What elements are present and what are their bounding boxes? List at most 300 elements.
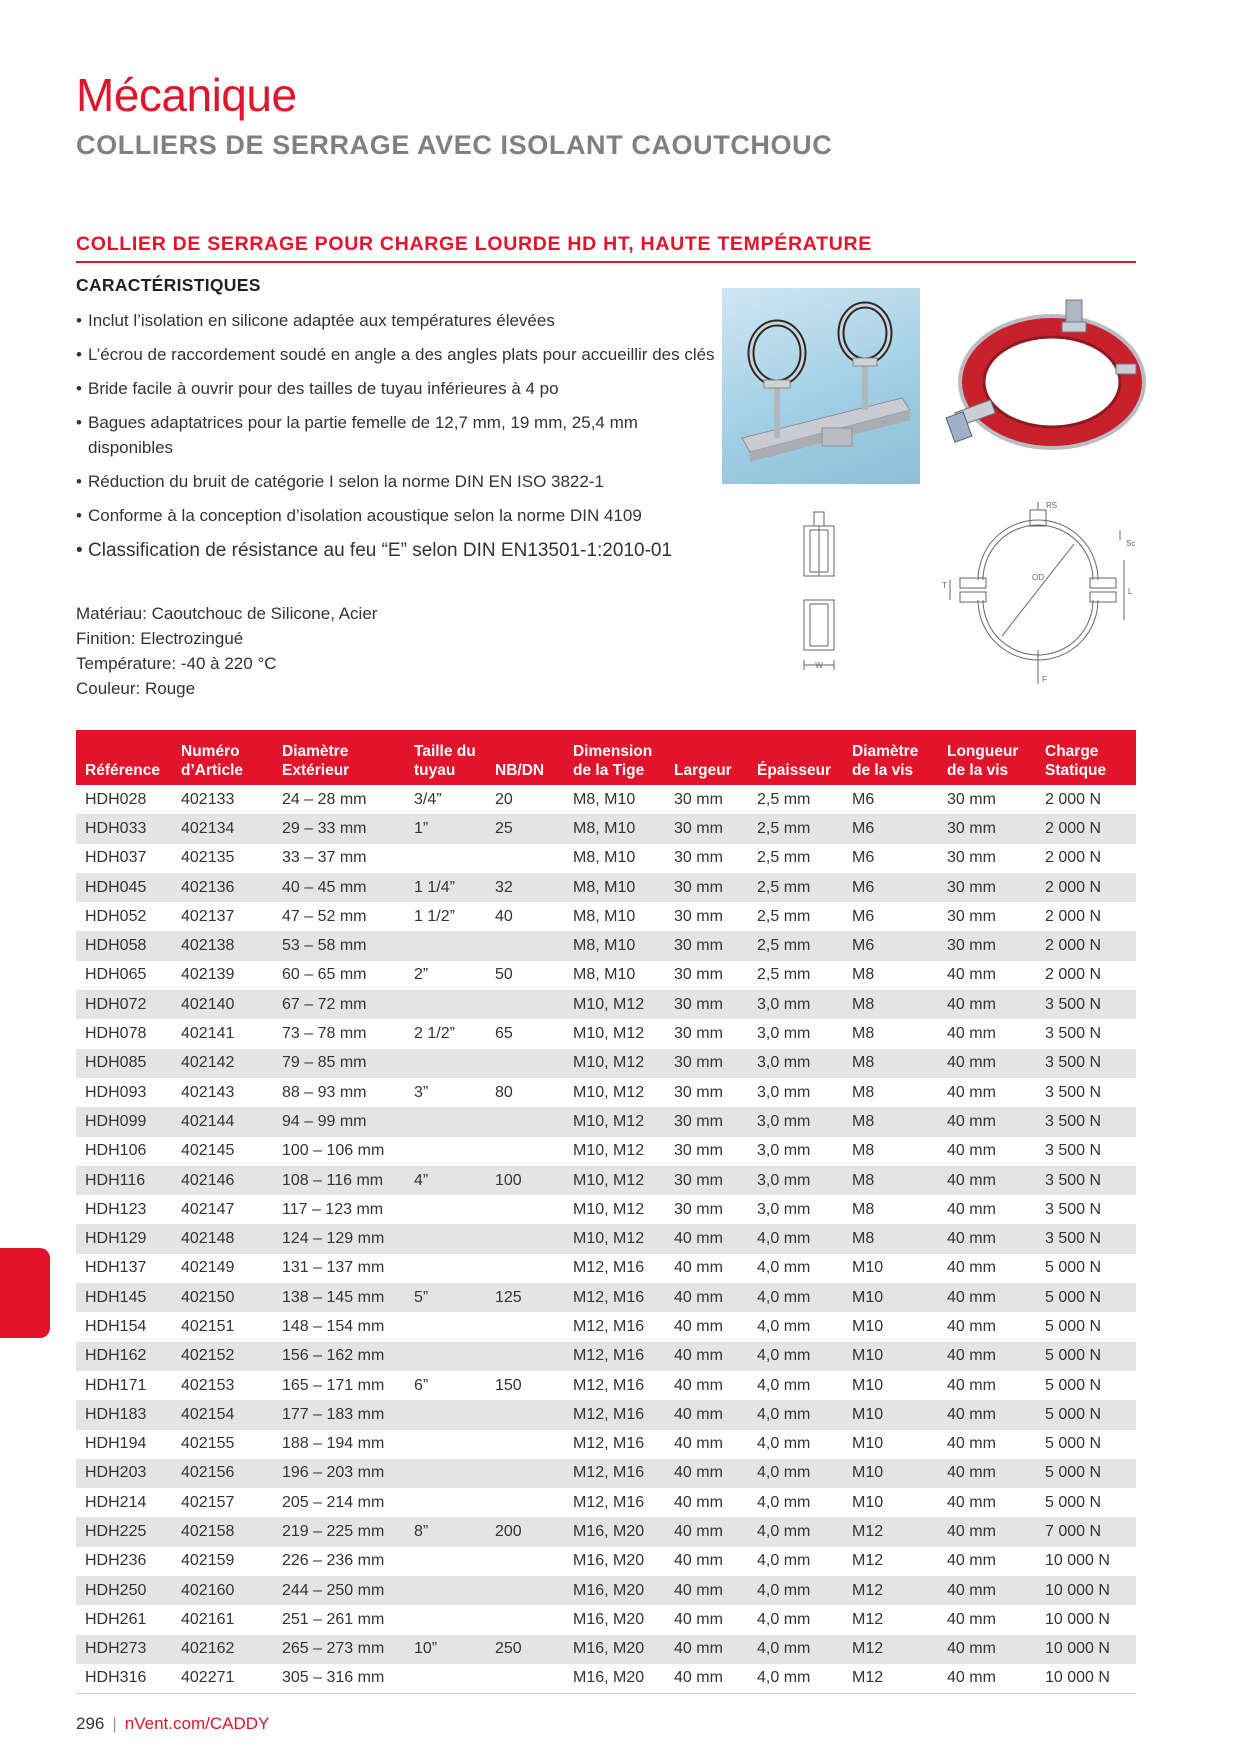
page-number: 296 bbox=[76, 1714, 105, 1733]
table-cell: 40 mm bbox=[947, 966, 996, 984]
table-cell: M12, M16 bbox=[573, 1435, 645, 1453]
table-cell: 2 000 N bbox=[1036, 873, 1136, 902]
table-cell: 5 000 N bbox=[1045, 1493, 1102, 1511]
section-divider bbox=[76, 261, 1136, 263]
specifications-table bbox=[76, 730, 1136, 1694]
table-cell: 40 mm bbox=[938, 1283, 1036, 1312]
table-cell: 40 – 45 mm bbox=[273, 873, 405, 902]
table-cell: 10 000 N bbox=[1036, 1635, 1136, 1664]
table-cell: M10, M12 bbox=[564, 990, 665, 1019]
table-cell: 30 mm bbox=[947, 790, 996, 808]
table-cell: 40 mm bbox=[665, 1342, 748, 1371]
table-cell bbox=[405, 990, 486, 1019]
table-cell: HDH116 bbox=[76, 1166, 172, 1195]
svg-text:F: F bbox=[1042, 675, 1047, 684]
table-cell: 4,0 mm bbox=[757, 1376, 811, 1394]
table-cell: 30 mm bbox=[938, 873, 1036, 902]
table-cell: 40 mm bbox=[665, 1459, 748, 1488]
table-cell: 50 bbox=[495, 966, 513, 984]
table-cell: 100 bbox=[486, 1166, 564, 1195]
table-cell: 25 bbox=[486, 814, 564, 843]
table-cell: 2 1/2” bbox=[414, 1025, 455, 1043]
table-cell: M10, M12 bbox=[573, 1142, 645, 1160]
table-cell: 5 000 N bbox=[1045, 1259, 1102, 1277]
table-cell bbox=[405, 1664, 486, 1693]
table-cell bbox=[486, 1430, 564, 1459]
table-cell: M12 bbox=[852, 1552, 884, 1570]
column-header bbox=[273, 730, 405, 785]
table-cell: 40 mm bbox=[665, 1400, 748, 1429]
table-cell: 32 bbox=[486, 873, 564, 902]
table-cell: 402137 bbox=[181, 907, 235, 925]
table-row bbox=[76, 961, 1136, 990]
table-cell: 402136 bbox=[172, 873, 273, 902]
table-cell: HDH250 bbox=[76, 1576, 172, 1605]
table-cell: 124 – 129 mm bbox=[273, 1224, 405, 1253]
table-cell: 40 mm bbox=[665, 1224, 748, 1253]
table-cell: 4,0 mm bbox=[748, 1517, 843, 1546]
table-cell: 205 – 214 mm bbox=[282, 1493, 385, 1511]
table-cell bbox=[405, 1137, 486, 1166]
table-cell: 402144 bbox=[172, 1107, 273, 1136]
table-row bbox=[76, 1430, 1136, 1459]
column-header-line: de la Tige bbox=[573, 762, 645, 779]
product-image bbox=[940, 294, 1146, 462]
column-header-line: Longueur bbox=[947, 743, 1019, 760]
table-cell: 30 mm bbox=[947, 907, 996, 925]
table-cell: 40 mm bbox=[938, 1576, 1036, 1605]
table-cell: 47 – 52 mm bbox=[282, 907, 367, 925]
table-cell: 40 mm bbox=[938, 990, 1036, 1019]
table-cell: 79 – 85 mm bbox=[273, 1049, 405, 1078]
table-cell: 251 – 261 mm bbox=[282, 1610, 385, 1628]
table-row bbox=[76, 1019, 1136, 1048]
table-row bbox=[76, 1166, 1136, 1195]
table-row bbox=[76, 1224, 1136, 1253]
table-cell: HDH078 bbox=[85, 1025, 147, 1043]
table-cell: 402152 bbox=[172, 1342, 273, 1371]
table-cell: 3 500 N bbox=[1036, 1224, 1136, 1253]
table-cell: 30 mm bbox=[665, 814, 748, 843]
table-cell bbox=[405, 1224, 486, 1253]
table-cell: 4,0 mm bbox=[757, 1435, 811, 1453]
table-cell: 40 mm bbox=[947, 1142, 996, 1160]
table-cell: 30 mm bbox=[665, 1166, 748, 1195]
table-cell: M10, M12 bbox=[573, 1083, 645, 1101]
table-cell: M12, M16 bbox=[564, 1342, 665, 1371]
table-cell bbox=[486, 1342, 564, 1371]
table-cell: 65 bbox=[495, 1025, 513, 1043]
spec-temperature: Température: -40 à 220 °C bbox=[76, 654, 277, 673]
table-cell: 40 mm bbox=[938, 1459, 1036, 1488]
table-cell bbox=[405, 1254, 486, 1283]
table-cell: HDH183 bbox=[76, 1400, 172, 1429]
table-cell: 402162 bbox=[172, 1635, 273, 1664]
table-cell: HDH137 bbox=[85, 1259, 147, 1277]
table-cell: 40 mm bbox=[674, 1317, 723, 1335]
table-cell: 10 000 N bbox=[1045, 1552, 1110, 1570]
table-cell: 402147 bbox=[181, 1200, 235, 1218]
table-cell: HDH236 bbox=[85, 1552, 147, 1570]
svg-text:RS: RS bbox=[1046, 501, 1058, 510]
table-cell: 40 mm bbox=[674, 1610, 723, 1628]
spec-finish: Finition: Electrozingué bbox=[76, 629, 244, 648]
column-header-line: d’Article bbox=[181, 762, 244, 779]
table-cell: 40 mm bbox=[938, 1664, 1036, 1693]
table-cell: 40 mm bbox=[947, 1317, 996, 1335]
table-cell: 226 – 236 mm bbox=[282, 1552, 385, 1570]
column-header bbox=[1036, 730, 1136, 785]
page-footer: 296 | nVent.com/CADDY bbox=[76, 1714, 270, 1733]
page-title: Mécanique bbox=[76, 69, 297, 121]
table-cell: 3 500 N bbox=[1036, 1049, 1136, 1078]
table-cell bbox=[405, 1576, 486, 1605]
table-cell: M8, M10 bbox=[573, 790, 636, 808]
table-cell: 402157 bbox=[181, 1493, 235, 1511]
table-cell: 200 bbox=[486, 1517, 564, 1546]
table-cell: 67 – 72 mm bbox=[273, 990, 405, 1019]
column-header-line: Dimension bbox=[573, 743, 653, 760]
table-cell: 2 000 N bbox=[1045, 849, 1102, 867]
table-row bbox=[76, 873, 1136, 902]
table-cell bbox=[405, 931, 486, 960]
table-cell: 40 mm bbox=[665, 1517, 748, 1546]
table-cell: 4,0 mm bbox=[748, 1400, 843, 1429]
table-cell: M12 bbox=[843, 1635, 938, 1664]
table-cell: 305 – 316 mm bbox=[273, 1664, 405, 1693]
table-cell: HDH162 bbox=[76, 1342, 172, 1371]
table-cell: 2 000 N bbox=[1036, 931, 1136, 960]
column-header-line: Extérieur bbox=[282, 762, 350, 779]
table-cell: 8” bbox=[405, 1517, 486, 1546]
table-cell: M12, M16 bbox=[573, 1317, 645, 1335]
table-cell: M10 bbox=[852, 1493, 884, 1511]
features-heading: CARACTÉRISTIQUES bbox=[76, 275, 261, 295]
table-cell bbox=[486, 1254, 564, 1283]
table-cell: 100 – 106 mm bbox=[282, 1142, 385, 1160]
table-header-row bbox=[76, 730, 1136, 785]
table-cell: 40 mm bbox=[665, 1576, 748, 1605]
table-cell: 402142 bbox=[172, 1049, 273, 1078]
table-cell: 402141 bbox=[181, 1025, 235, 1043]
column-header-line: NB/DN bbox=[495, 762, 545, 779]
table-cell: 402153 bbox=[181, 1376, 235, 1394]
table-cell: M6 bbox=[843, 814, 938, 843]
table-cell: 402150 bbox=[172, 1283, 273, 1312]
page-subtitle: COLLIERS DE SERRAGE AVEC ISOLANT CAOUTCHOUC bbox=[76, 130, 833, 160]
table-cell: 402158 bbox=[172, 1517, 273, 1546]
column-header-line: Charge bbox=[1045, 743, 1099, 760]
table-row bbox=[76, 1078, 1136, 1107]
table-cell: HDH065 bbox=[85, 966, 147, 984]
table-cell: 40 mm bbox=[947, 1200, 996, 1218]
table-cell: 40 mm bbox=[665, 1283, 748, 1312]
table-cell: HDH037 bbox=[85, 849, 147, 867]
table-cell: 40 mm bbox=[938, 1107, 1036, 1136]
table-cell: 3 500 N bbox=[1045, 1142, 1102, 1160]
table-cell: HDH171 bbox=[85, 1376, 147, 1394]
table-cell: M12, M16 bbox=[564, 1283, 665, 1312]
table-cell bbox=[486, 1224, 564, 1253]
table-cell: 5 000 N bbox=[1036, 1342, 1136, 1371]
table-cell: HDH045 bbox=[76, 873, 172, 902]
table-cell: 3/4” bbox=[414, 790, 442, 808]
section-title: COLLIER DE SERRAGE POUR CHARGE LOURDE HD HT, HAUTE TEMPÉRATURE bbox=[76, 233, 872, 255]
table-cell: M8 bbox=[843, 1107, 938, 1136]
table-cell: M16, M20 bbox=[573, 1552, 645, 1570]
table-cell: 402145 bbox=[181, 1142, 235, 1160]
table-cell: 40 mm bbox=[674, 1493, 723, 1511]
table-row bbox=[76, 1283, 1136, 1312]
table-cell: 30 mm bbox=[674, 907, 723, 925]
table-cell: 30 mm bbox=[674, 1142, 723, 1160]
table-cell: 402139 bbox=[181, 966, 235, 984]
table-cell: 30 mm bbox=[665, 873, 748, 902]
table-cell: 250 bbox=[486, 1635, 564, 1664]
table-row bbox=[76, 1517, 1136, 1546]
table-cell: M12 bbox=[843, 1664, 938, 1693]
table-row bbox=[76, 1371, 1136, 1400]
table-row bbox=[76, 1576, 1136, 1605]
table-cell: HDH033 bbox=[76, 814, 172, 843]
table-cell bbox=[405, 844, 486, 873]
table-cell: 10 000 N bbox=[1036, 1664, 1136, 1693]
table-cell: 3,0 mm bbox=[757, 1025, 811, 1043]
table-cell: M12, M16 bbox=[564, 1459, 665, 1488]
table-cell: M6 bbox=[843, 873, 938, 902]
table-cell: M6 bbox=[852, 907, 875, 925]
table-cell: M10 bbox=[852, 1376, 884, 1394]
table-cell: M8, M10 bbox=[573, 966, 636, 984]
table-cell: 4,0 mm bbox=[748, 1342, 843, 1371]
table-cell: 3,0 mm bbox=[748, 990, 843, 1019]
table-cell: 4,0 mm bbox=[748, 1459, 843, 1488]
chapter-tab bbox=[0, 1248, 50, 1338]
table-row bbox=[76, 1342, 1136, 1371]
column-header-line: Largeur bbox=[674, 762, 732, 779]
table-cell: M8 bbox=[852, 1025, 875, 1043]
table-cell: M16, M20 bbox=[564, 1664, 665, 1693]
table-cell: M12 bbox=[843, 1517, 938, 1546]
table-cell: 40 bbox=[495, 907, 513, 925]
table-cell: 40 mm bbox=[938, 1517, 1036, 1546]
table-cell bbox=[486, 1547, 564, 1576]
website-link[interactable]: nVent.com/CADDY bbox=[124, 1714, 270, 1733]
table-cell: HDH052 bbox=[85, 907, 147, 925]
table-cell: 30 mm bbox=[674, 849, 723, 867]
table-cell: 33 – 37 mm bbox=[282, 849, 367, 867]
table-cell: M6 bbox=[852, 849, 875, 867]
table-cell: 2 000 N bbox=[1036, 814, 1136, 843]
table-cell: 30 mm bbox=[674, 1025, 723, 1043]
table-cell bbox=[405, 1400, 486, 1429]
table-row bbox=[76, 902, 1136, 931]
column-header bbox=[843, 730, 938, 785]
table-cell bbox=[405, 1049, 486, 1078]
table-cell: M10 bbox=[843, 1342, 938, 1371]
table-cell: 40 mm bbox=[947, 1259, 996, 1277]
column-header bbox=[172, 730, 273, 785]
table-cell: 1 1/4” bbox=[405, 873, 486, 902]
table-cell: 30 mm bbox=[665, 931, 748, 960]
table-cell: 188 – 194 mm bbox=[282, 1435, 385, 1453]
table-cell: 5” bbox=[405, 1283, 486, 1312]
table-cell: 4,0 mm bbox=[757, 1552, 811, 1570]
table-cell: M10, M12 bbox=[564, 1049, 665, 1078]
table-cell: 2 000 N bbox=[1045, 907, 1102, 925]
table-cell: HDH072 bbox=[76, 990, 172, 1019]
table-cell: M8, M10 bbox=[564, 873, 665, 902]
table-cell bbox=[486, 1400, 564, 1429]
table-row bbox=[76, 1254, 1136, 1283]
table-cell: 402160 bbox=[172, 1576, 273, 1605]
table-cell: 53 – 58 mm bbox=[273, 931, 405, 960]
column-header bbox=[405, 730, 486, 785]
table-row bbox=[76, 1488, 1136, 1517]
table-cell: 402148 bbox=[172, 1224, 273, 1253]
table-cell: 40 mm bbox=[947, 1552, 996, 1570]
table-cell: 148 – 154 mm bbox=[282, 1317, 385, 1335]
table-cell: 40 mm bbox=[947, 1435, 996, 1453]
table-cell: 2,5 mm bbox=[748, 873, 843, 902]
table-cell: 40 mm bbox=[665, 1635, 748, 1664]
table-cell: M6 bbox=[843, 931, 938, 960]
table-cell: 30 mm bbox=[665, 1107, 748, 1136]
table-cell: HDH093 bbox=[85, 1083, 147, 1101]
table-cell: HDH129 bbox=[76, 1224, 172, 1253]
table-cell: 5 000 N bbox=[1045, 1317, 1102, 1335]
table-cell: 40 mm bbox=[947, 1493, 996, 1511]
table-cell: M8 bbox=[843, 1166, 938, 1195]
table-cell bbox=[486, 1605, 564, 1634]
table-cell: 10 000 N bbox=[1045, 1610, 1110, 1628]
table-cell: 402151 bbox=[181, 1317, 235, 1335]
table-cell: 29 – 33 mm bbox=[273, 814, 405, 843]
table-cell: 40 mm bbox=[674, 1435, 723, 1453]
column-header bbox=[76, 730, 172, 785]
table-row bbox=[76, 1547, 1136, 1576]
table-cell: 5 000 N bbox=[1045, 1435, 1102, 1453]
table-cell: 4,0 mm bbox=[748, 1635, 843, 1664]
table-cell: 402155 bbox=[181, 1435, 235, 1453]
table-cell: 138 – 145 mm bbox=[273, 1283, 405, 1312]
table-row bbox=[76, 1107, 1136, 1136]
table-cell: 4,0 mm bbox=[748, 1224, 843, 1253]
table-cell: 30 mm bbox=[665, 990, 748, 1019]
feature-item: • Classification de résistance au feu “E” selon DIN EN13501-1:2010-01 bbox=[76, 537, 716, 564]
table-cell: 30 mm bbox=[947, 849, 996, 867]
table-cell: 4,0 mm bbox=[757, 1493, 811, 1511]
table-row bbox=[76, 814, 1136, 843]
column-header bbox=[564, 730, 665, 785]
table-cell: 40 mm bbox=[938, 1049, 1036, 1078]
table-cell bbox=[405, 1459, 486, 1488]
table-cell: HDH261 bbox=[85, 1610, 147, 1628]
column-header-line: Taille du bbox=[414, 743, 476, 760]
table-row bbox=[76, 1635, 1136, 1664]
table-cell: 4,0 mm bbox=[757, 1259, 811, 1277]
table-cell: 402134 bbox=[172, 814, 273, 843]
table-cell: 3,0 mm bbox=[757, 1142, 811, 1160]
table-cell: 2,5 mm bbox=[757, 907, 811, 925]
table-cell: HDH123 bbox=[85, 1200, 147, 1218]
table-cell: 3” bbox=[414, 1083, 429, 1101]
table-cell: M10 bbox=[843, 1459, 938, 1488]
table-cell: 20 bbox=[495, 790, 513, 808]
table-cell: 3 500 N bbox=[1036, 990, 1136, 1019]
table-cell: 94 – 99 mm bbox=[273, 1107, 405, 1136]
table-row bbox=[76, 990, 1136, 1019]
feature-item: • Bride facile à ouvrir pour des tailles de tuyau inférieures à 4 po bbox=[76, 376, 716, 401]
table-cell: 5 000 N bbox=[1036, 1400, 1136, 1429]
table-cell: 6” bbox=[414, 1376, 429, 1394]
table-cell: 402159 bbox=[181, 1552, 235, 1570]
table-cell: 2 000 N bbox=[1045, 966, 1102, 984]
spec-material: Matériau: Caoutchouc de Silicone, Acier bbox=[76, 604, 378, 623]
table-cell: 165 – 171 mm bbox=[282, 1376, 385, 1394]
column-header bbox=[665, 730, 748, 785]
table-cell: 4” bbox=[405, 1166, 486, 1195]
table-cell: 2,5 mm bbox=[748, 931, 843, 960]
installation-photo bbox=[722, 288, 920, 484]
table-cell: 80 bbox=[495, 1083, 513, 1101]
table-cell: M8, M10 bbox=[564, 814, 665, 843]
table-cell: M10, M12 bbox=[573, 1025, 645, 1043]
table-cell: M16, M20 bbox=[564, 1635, 665, 1664]
table-cell bbox=[486, 1312, 564, 1341]
table-cell: 10” bbox=[405, 1635, 486, 1664]
table-cell bbox=[405, 1430, 486, 1459]
table-cell bbox=[405, 1195, 486, 1224]
table-cell: M10 bbox=[843, 1400, 938, 1429]
svg-text:W: W bbox=[815, 661, 823, 670]
table-cell: 30 mm bbox=[674, 1083, 723, 1101]
table-row bbox=[76, 1195, 1136, 1224]
table-cell: 177 – 183 mm bbox=[273, 1400, 405, 1429]
table-cell: M8 bbox=[852, 1083, 875, 1101]
table-cell: 3 500 N bbox=[1036, 1107, 1136, 1136]
svg-text:Sc: Sc bbox=[1126, 539, 1136, 548]
table-cell bbox=[405, 1605, 486, 1634]
table-cell: 4,0 mm bbox=[757, 1610, 811, 1628]
table-cell: HDH214 bbox=[85, 1493, 147, 1511]
table-cell: M8, M10 bbox=[573, 849, 636, 867]
table-cell: 4,0 mm bbox=[748, 1576, 843, 1605]
table-row bbox=[76, 844, 1136, 873]
table-cell: HDH058 bbox=[76, 931, 172, 960]
side-view-diagram bbox=[786, 510, 866, 680]
table-cell: M12, M16 bbox=[573, 1493, 645, 1511]
table-cell: M12, M16 bbox=[573, 1376, 645, 1394]
table-cell: 3,0 mm bbox=[757, 1200, 811, 1218]
table-cell: 40 mm bbox=[938, 1166, 1036, 1195]
table-cell: M8 bbox=[852, 1200, 875, 1218]
table-cell: 108 – 116 mm bbox=[273, 1166, 405, 1195]
table-cell: 40 mm bbox=[938, 1342, 1036, 1371]
table-cell: 244 – 250 mm bbox=[273, 1576, 405, 1605]
table-cell: 150 bbox=[495, 1376, 522, 1394]
table-cell: 402156 bbox=[172, 1459, 273, 1488]
table-cell: HDH099 bbox=[76, 1107, 172, 1136]
table-cell: 2” bbox=[414, 966, 429, 984]
table-cell bbox=[405, 1342, 486, 1371]
table-cell bbox=[405, 1312, 486, 1341]
table-cell: 30 mm bbox=[938, 931, 1036, 960]
table-cell: 3 500 N bbox=[1045, 1083, 1102, 1101]
table-cell: 1” bbox=[405, 814, 486, 843]
table-cell: M12 bbox=[852, 1610, 884, 1628]
table-cell: M10, M12 bbox=[564, 1107, 665, 1136]
